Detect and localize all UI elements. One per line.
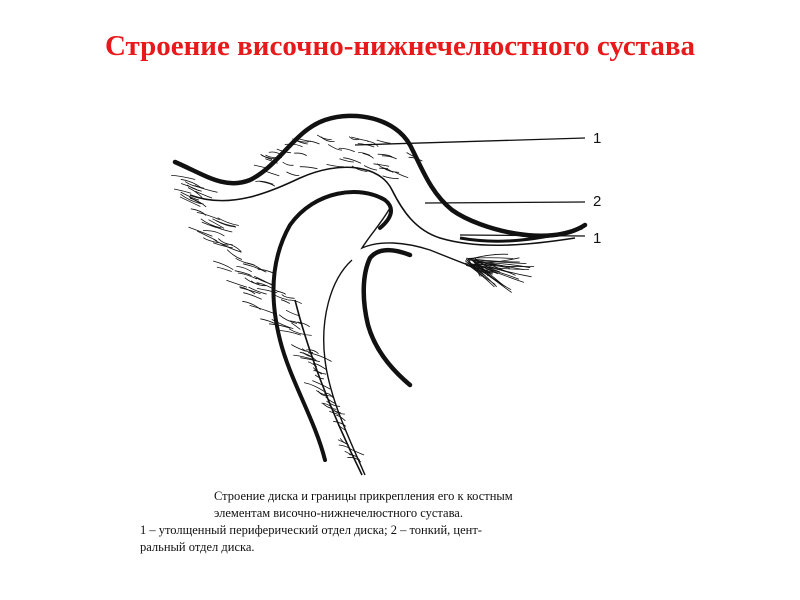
hatch-stroke xyxy=(250,305,274,313)
disc-lower-contour xyxy=(362,208,468,265)
hatch-stroke xyxy=(282,295,295,299)
hatch-stroke xyxy=(242,301,260,309)
caption-line-1: Строение диска и границы прикрепления его к костным xyxy=(214,489,513,503)
hatch-stroke xyxy=(227,250,242,260)
hatch-stroke xyxy=(277,291,285,294)
hatch-stroke xyxy=(197,212,220,219)
leader-line-1-top xyxy=(355,138,585,145)
hatch-stroke xyxy=(235,271,252,276)
marker-label-1-bottom: 1 xyxy=(593,230,602,247)
hatch-stroke xyxy=(300,167,318,169)
hatch-stroke xyxy=(293,355,313,359)
hatch-stroke xyxy=(240,287,256,294)
hatch-stroke xyxy=(174,189,191,193)
hatch-stroke xyxy=(191,209,206,216)
marker-label-1-top: 1 xyxy=(593,130,602,147)
caption-line-2: элементам височно-нижнечелюстного сустава. xyxy=(214,506,463,520)
ramus-posterior-edge xyxy=(364,250,410,385)
hatch-stroke xyxy=(236,267,251,272)
hatch-stroke xyxy=(218,218,239,226)
hatch-stroke xyxy=(363,153,374,158)
hatch-stroke xyxy=(466,258,513,259)
hatch-stroke xyxy=(218,239,233,245)
hatch-stroke xyxy=(291,345,306,352)
hatch-stroke xyxy=(289,329,312,336)
hatch-stroke xyxy=(383,176,399,179)
hatch-stroke xyxy=(171,175,195,179)
slide-title: Строение височно-нижнечелюстного сустава xyxy=(104,30,696,62)
hatch-stroke xyxy=(226,280,247,287)
hatch-stroke xyxy=(195,186,218,193)
figure-caption xyxy=(140,488,640,556)
caption-line-4: ральный отдел диска. xyxy=(140,540,255,554)
leader-line-2 xyxy=(425,202,585,203)
hatch-stroke xyxy=(374,164,390,167)
hatch-stroke xyxy=(286,172,299,176)
hatch-stroke xyxy=(243,293,262,300)
ramus-anterior-line xyxy=(295,300,362,475)
hatch-stroke xyxy=(260,319,276,324)
hatch-stroke xyxy=(298,322,310,327)
hatch-stroke xyxy=(317,135,332,140)
hatch-stroke xyxy=(213,243,233,248)
marker-label-2: 2 xyxy=(593,193,602,210)
hatch-stroke xyxy=(395,172,408,178)
caption-line-3: 1 – утолщенный периферический отдел диска; 2 – тонкий, цент- xyxy=(140,523,482,537)
hatch-stroke xyxy=(382,156,397,159)
hatch-stroke xyxy=(294,153,307,156)
hatch-stroke xyxy=(189,227,213,236)
hatch-stroke xyxy=(328,144,342,150)
hatch-stroke xyxy=(377,140,391,143)
hatch-stroke xyxy=(212,219,235,227)
hatch-stroke xyxy=(283,162,294,165)
hatch-stroke xyxy=(269,324,291,328)
hatch-stroke xyxy=(327,164,344,166)
hatch-stroke xyxy=(201,219,222,228)
hatch-stroke xyxy=(279,315,297,324)
